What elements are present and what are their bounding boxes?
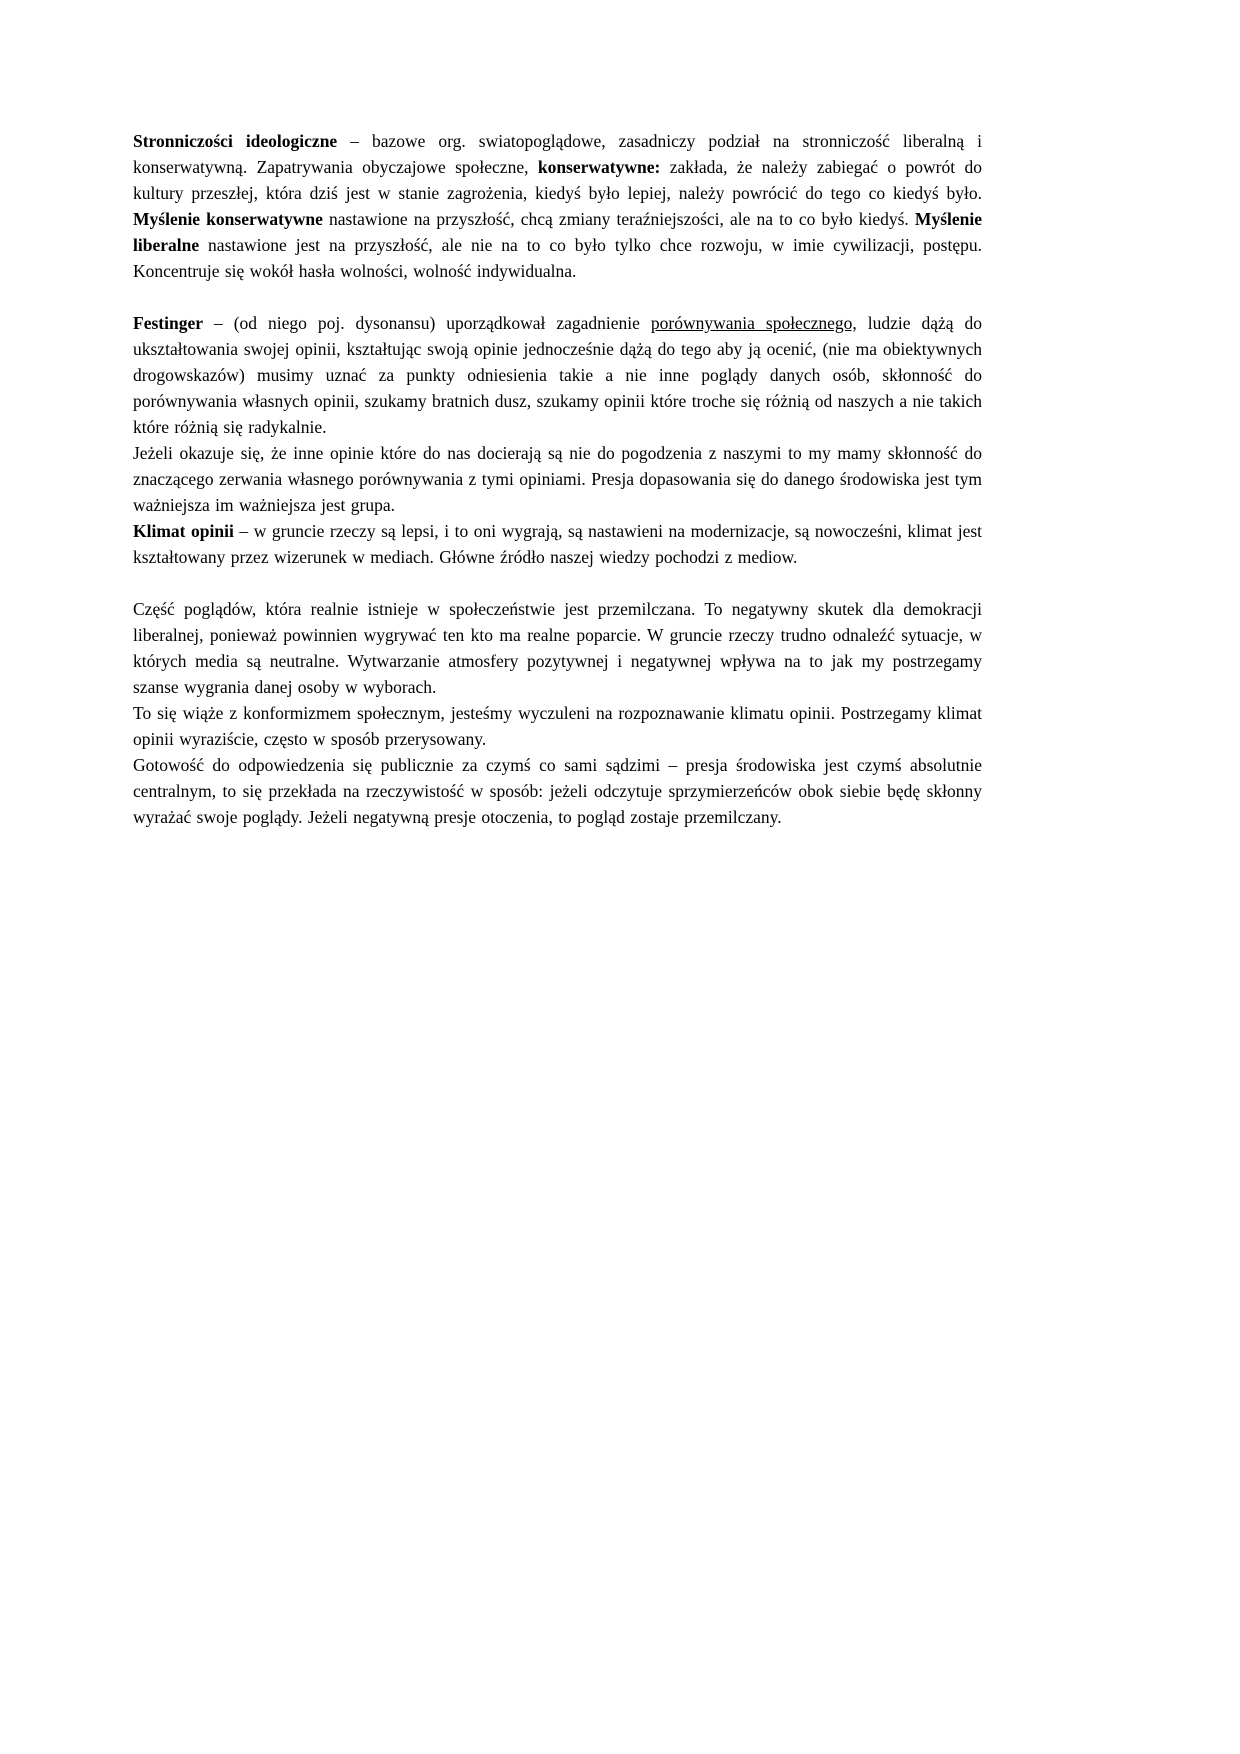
text-run: Jeżeli okazuje się, że inne opinie które do nas docierają są nie do pogodzenia z naszymi to my mamy skłonność do znaczącego zerwania własnego porównywania z tymi opiniami. Presja dopasowania się do danego środowiska jest tym ważniejsza im ważniejsza jest grupa. — [133, 443, 982, 515]
text-run: ludzie dążą do ukształtowania swojej opinii, kształtując swoją opinie jednocześnie dążą do tego aby ją ocenić, (nie ma obiektywnych drogowskazów) musimy uznać za punkty odniesienia takie a nie inne poglądy danych osób, skłonność do porównywania własnych opinii, szukamy bratnich dusz, szukamy opinii które troche się różnią od naszych a nie takich które różnią się radykalnie. — [133, 313, 982, 437]
text-run: nastawione jest na przyszłość, ale nie na to co było tylko chce rozwoju, w imie cywilizacji, postępu. Koncentruje się wokół hasła wolności, wolność indywidualna. — [133, 235, 982, 281]
paragraph-stronniczosci-ideologiczne — [133, 128, 982, 284]
text-run: konserwatywne: — [537, 157, 661, 177]
text-run: Myślenie liberalne — [133, 209, 982, 255]
paragraph-gotowosc-do-odpowiedzenia — [133, 752, 982, 830]
text-run: Klimat opinii — [133, 521, 234, 541]
text-run: – (od niego poj. dysonansu) uporządkował zagadnienie — [202, 313, 651, 333]
text-run: Myślenie konserwatywne — [133, 209, 323, 229]
text-run: porównywania społecznego, — [650, 313, 857, 333]
text-run: Stronniczości ideologiczne — [133, 131, 338, 151]
text-run: – bazowe org. swiatopoglądowe, zasadniczy podział na stronniczość liberalną i konserwatywną. Zapatrywania obyczajowe społeczne, — [133, 131, 983, 177]
text-run: zakłada, że należy zabiegać o powrót do kultury przeszłej, która dziś jest w stanie zagrożenia, kiedyś było lepiej, należy powrócić do tego co kiedyś było. — [133, 157, 982, 203]
paragraph-konformizm-spoleczny — [133, 700, 982, 752]
text-run: To się wiąże z konformizmem społecznym, jesteśmy wyczuleni na rozpoznawanie klimatu opinii. Postrzegamy klimat opinii wyraziście, często w sposób przerysowany. — [133, 703, 982, 749]
text-run: Festinger — [133, 313, 203, 333]
paragraph-czesc-pogladow — [133, 596, 982, 700]
document-body — [133, 128, 982, 830]
text-run: Część poglądów, która realnie istnieje w społeczeństwie jest przemilczana. To negatywny skutek dla demokracji liberalnej, ponieważ powinnien wygrywać ten kto ma realne poparcie. W gruncie rzeczy trudno odnaleźć sytuacje, w których media są neutralne. Wytwarzanie atmosfery pozytywnej i negatywnej wpływa na to jak my postrzegamy szanse wygrania danej osoby w wyborach. — [133, 599, 982, 697]
text-run: – w gruncie rzeczy są lepsi, i to oni wygrają, są nastawieni na modernizacje, są nowocześni, klimat jest kształtowany przez wizerunek w mediach. Główne źródło naszej wiedzy pochodzi z mediow. — [133, 521, 983, 567]
text-run: Gotowość do odpowiedzenia się publicznie za czymś co sami sądzimi – presja środowiska jest czymś absolutnie centralnym, to się przekłada na rzeczywistość w sposób: jeżeli odczytuje sprzymierzeńców obok siebie będę skłonny wyrażać swoje poglądy. Jeżeli negatywną presje otoczenia, to pogląd zostaje przemilczany. — [133, 755, 982, 827]
paragraph-klimat-opinii — [133, 518, 982, 570]
text-run: nastawione na przyszłość, chcą zmiany teraźniejszości, ale na to co było kiedyś. — [322, 209, 915, 229]
paragraph-festinger — [133, 310, 982, 440]
paragraph-jezeli-okazuje-sie — [133, 440, 982, 518]
